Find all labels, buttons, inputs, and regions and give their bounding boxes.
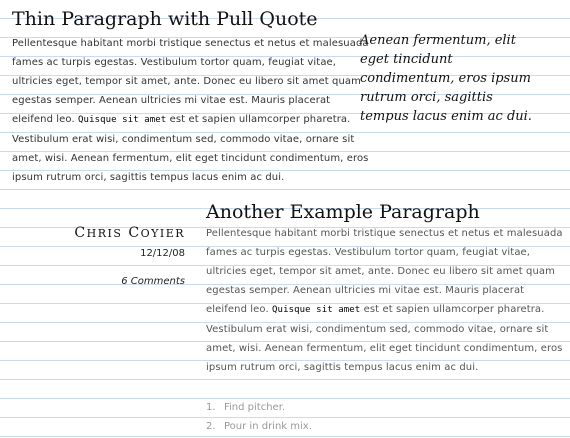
para-line: ipsum rutrum orci, sagittis tempus lacus enim ac dui. bbox=[206, 362, 479, 373]
para-line: ipsum rutrum orci, sagittis tempus lacus enim ac dui. bbox=[12, 172, 285, 183]
para-line: Pellentesque habitant morbi tristique senectus et netus et malesuada bbox=[12, 38, 369, 49]
pull-quote-line: Aenean fermentum, elit bbox=[360, 33, 516, 48]
para-line: fames ac turpis egestas. Vestibulum tortor quam, feugiat vitae, bbox=[206, 247, 531, 258]
para-line: Pellentesque habitant morbi tristique senectus et netus et malesuada bbox=[206, 228, 563, 239]
pull-quote-line: condimentum, eros ipsum bbox=[360, 71, 531, 86]
list-item: 1. Find pitcher. bbox=[206, 402, 286, 413]
para-line: amet, wisi. Aenean fermentum, elit eget tincidunt condimentum, eros bbox=[206, 343, 563, 354]
para-line: amet, wisi. Aenean fermentum, elit eget tincidunt condimentum, eros bbox=[12, 153, 369, 164]
pull-quote bbox=[360, 31, 560, 126]
para-line: fames ac turpis egestas. Vestibulum tortor quam, feugiat vitae, bbox=[12, 57, 337, 68]
para-line: ultricies eget, tempor sit amet, ante. Donec eu libero sit amet quam bbox=[12, 76, 361, 87]
para-line: egestas semper. Aenean ultricies mi vitae est. Mauris placerat bbox=[206, 285, 525, 296]
section1-paragraph bbox=[12, 34, 369, 187]
inline-code: Quisque sit amet bbox=[78, 115, 167, 125]
pull-quote-line: tempus lacus enim ac dui. bbox=[360, 109, 532, 124]
section2-heading: Another Example Paragraph bbox=[206, 201, 480, 223]
comments-link[interactable]: 6 Comments bbox=[121, 276, 185, 287]
section1-heading: Thin Paragraph with Pull Quote bbox=[12, 8, 318, 30]
para-line: Vestibulum erat wisi, condimentum sed, commodo vitae, ornare sit bbox=[12, 134, 355, 145]
post-date: 12/12/08 bbox=[140, 248, 185, 259]
pull-quote-line: rutrum orci, sagittis bbox=[360, 90, 493, 105]
pull-quote-line: eget tincidunt bbox=[360, 52, 453, 67]
list-item: 2. Pour in drink mix. bbox=[206, 421, 312, 432]
para-line: eleifend leo. Quisque sit amet est et sapien ullamcorper pharetra. bbox=[12, 114, 351, 125]
section2-paragraph bbox=[206, 224, 563, 377]
ordered-list bbox=[206, 398, 312, 436]
para-line: Vestibulum erat wisi, condimentum sed, commodo vitae, ornare sit bbox=[206, 324, 549, 335]
para-line: egestas semper. Aenean ultricies mi vitae est. Mauris placerat bbox=[12, 95, 331, 106]
author-name[interactable]: CHRIS COYIER bbox=[74, 225, 185, 241]
para-line: eleifend leo. Quisque sit amet est et sapien ullamcorper pharetra. bbox=[206, 304, 545, 315]
inline-code: Quisque sit amet bbox=[272, 305, 361, 315]
para-line: ultricies eget, tempor sit amet, ante. Donec eu libero sit amet quam bbox=[206, 266, 555, 277]
